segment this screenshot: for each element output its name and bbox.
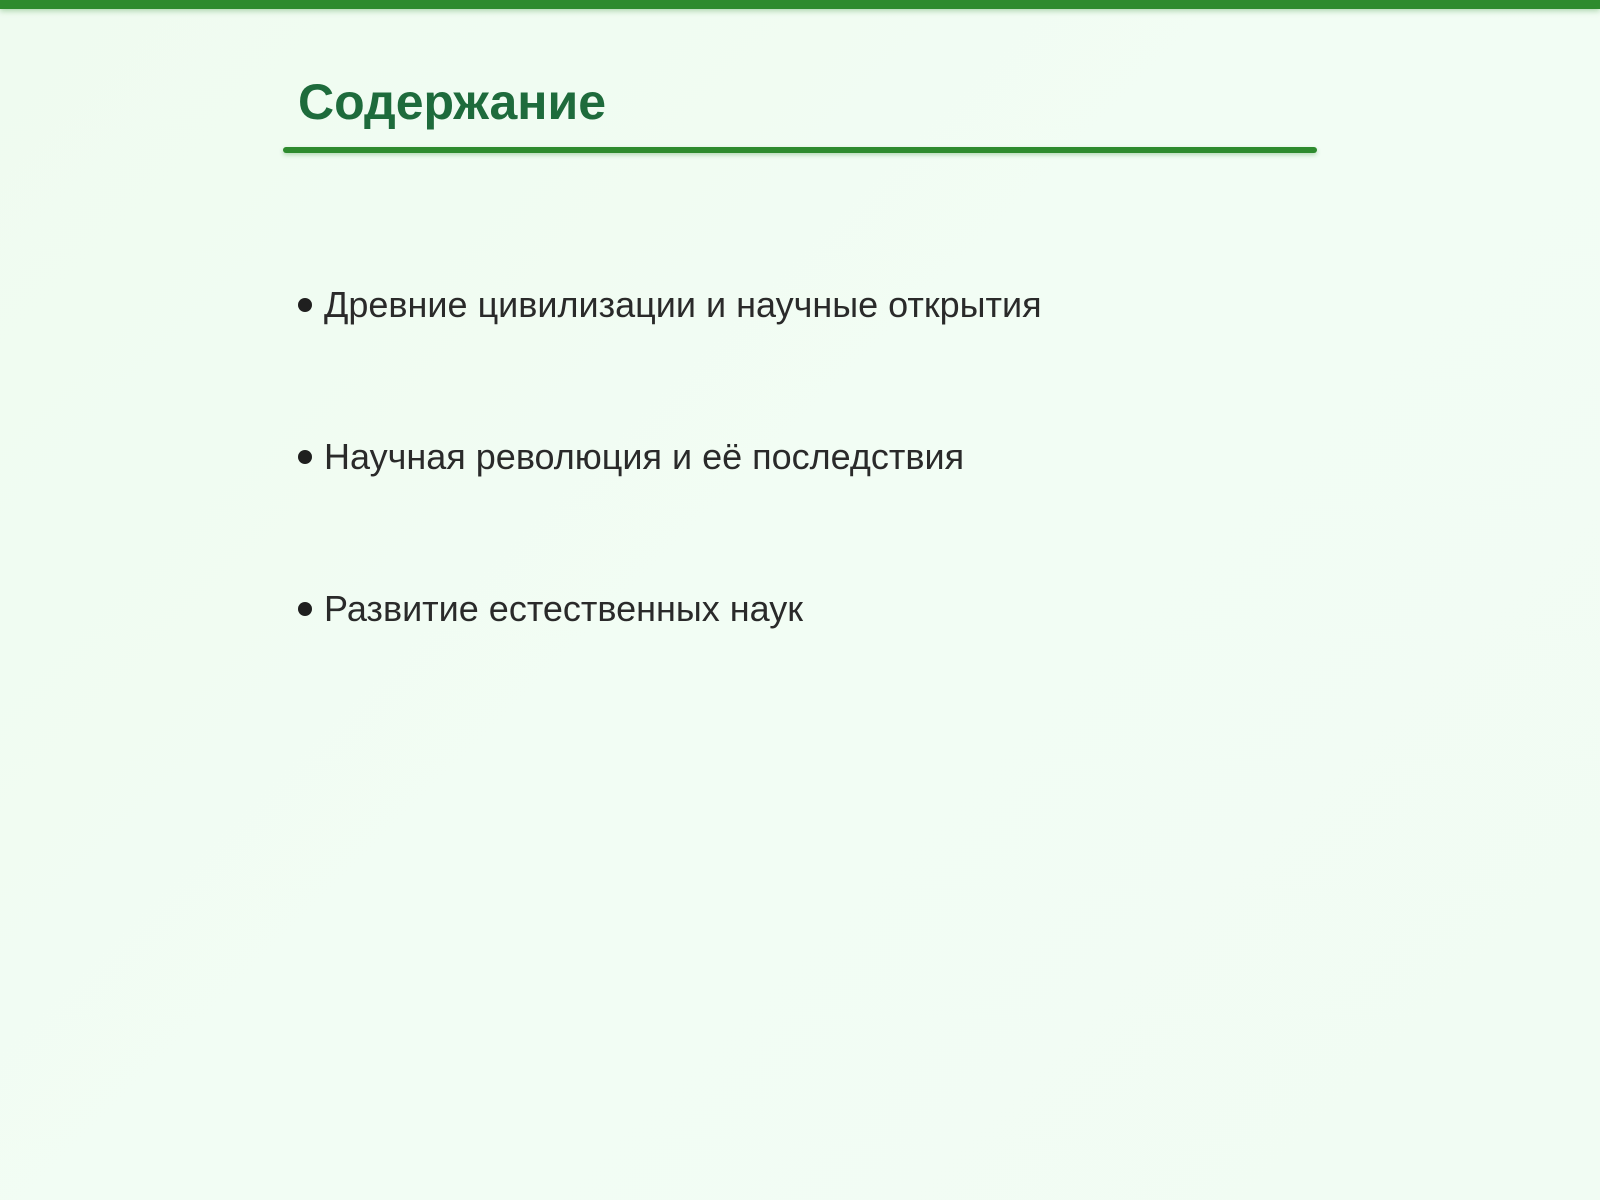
list-item (298, 584, 803, 634)
title-underline (283, 147, 1317, 153)
list-item-text: Древние цивилизации и научные открытия (324, 284, 1042, 325)
top-accent-bar (0, 0, 1600, 9)
list-item-text: Развитие естественных наук (324, 588, 804, 629)
list-item (298, 280, 1042, 330)
list-item-text: Научная революция и её последствия (324, 436, 965, 477)
bullet-icon (298, 298, 312, 312)
bullet-icon (298, 450, 312, 464)
bullet-icon (298, 602, 312, 616)
list-item (298, 432, 964, 482)
slide-title: Содержание (298, 74, 607, 130)
